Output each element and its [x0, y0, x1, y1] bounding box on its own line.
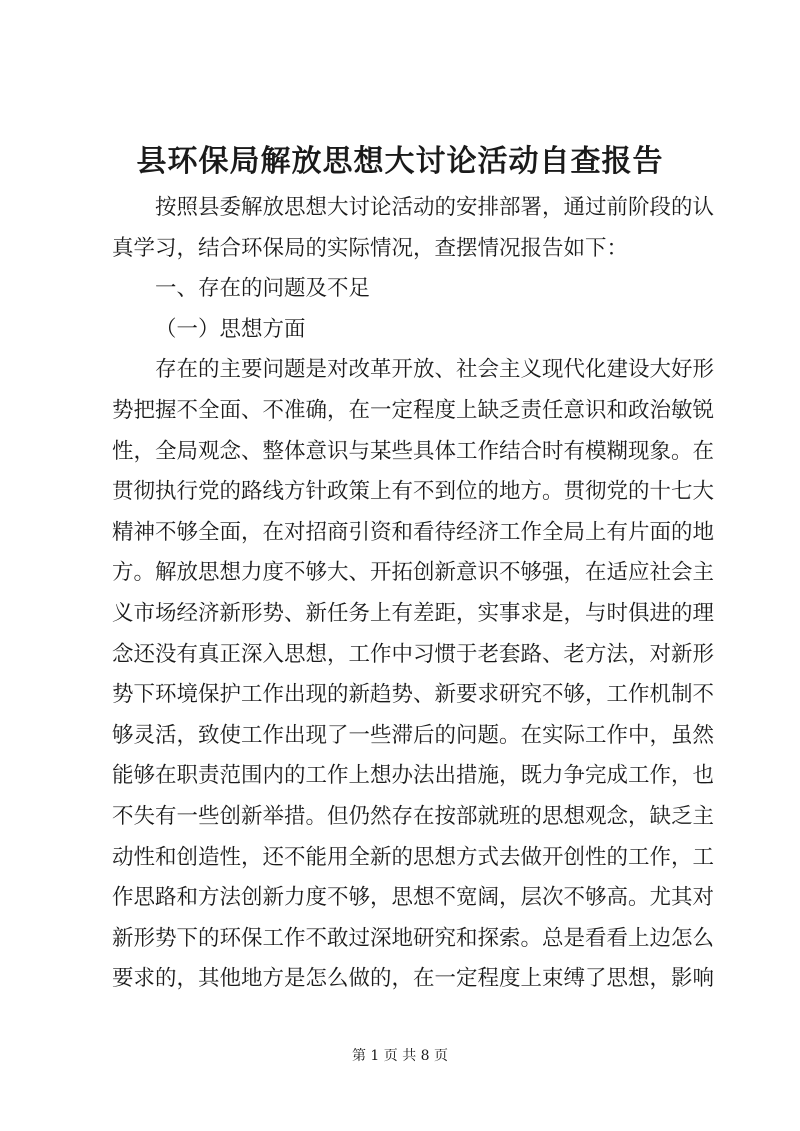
document-title: 县环保局解放思想大讨论活动自查报告	[136, 144, 664, 179]
document-body	[112, 188, 714, 1000]
intro-paragraph: 按照县委解放思想大讨论活动的安排部署，通过前阶段的认真学习，结合环保局的实际情况，查摆情况报告如下：	[112, 195, 715, 261]
page-number: 第 1 页 共 8 页	[351, 1048, 449, 1064]
section-heading: 一、存在的问题及不足	[155, 276, 371, 302]
subsection-heading: （一）思想方面	[155, 316, 306, 342]
body-paragraph: 存在的主要问题是对改革开放、社会主义现代化建设大好形势把握不全面、不准确，在一定程度上缺乏责任意识和政治敏锐性，全局观念、整体意识与某些具体工作结合时有模糊现象。在贯彻执行党的路线方针政策上有不到位的地方。贯彻党的十七大精神不够全面，在对招商引资和看待经济工作全局上有片面的地方。解放思想力度不够大、开拓创新意识不够强，在适应社会主义市场经济新形势、新任务上有差距，实事求是，与时俱进的理念还没有真正深入思想，工作中习惯于老套路、老方法，对新形势下环境保护工作出现的新趋势、新要求研究不够，工作机制不够灵活，致使工作出现了一些滞后的问题。在实际工作中，虽然能够在职责范围内的工作上想办法出措施，既力争完成工作，也不失有一些创新举措。但仍然存在按部就班的思想观念，缺乏主动性和创造性，还不能用全新的思想方式去做开创性的工作，工作思路和方法创新力度不够，思想不宽阔，层次不够高。尤其对新形势下的环保工作不敢过深地研究和探索。总是看看上边怎么要求的，其他地方是怎么做的，在一定程度上束缚了思想，影响	[112, 357, 715, 992]
